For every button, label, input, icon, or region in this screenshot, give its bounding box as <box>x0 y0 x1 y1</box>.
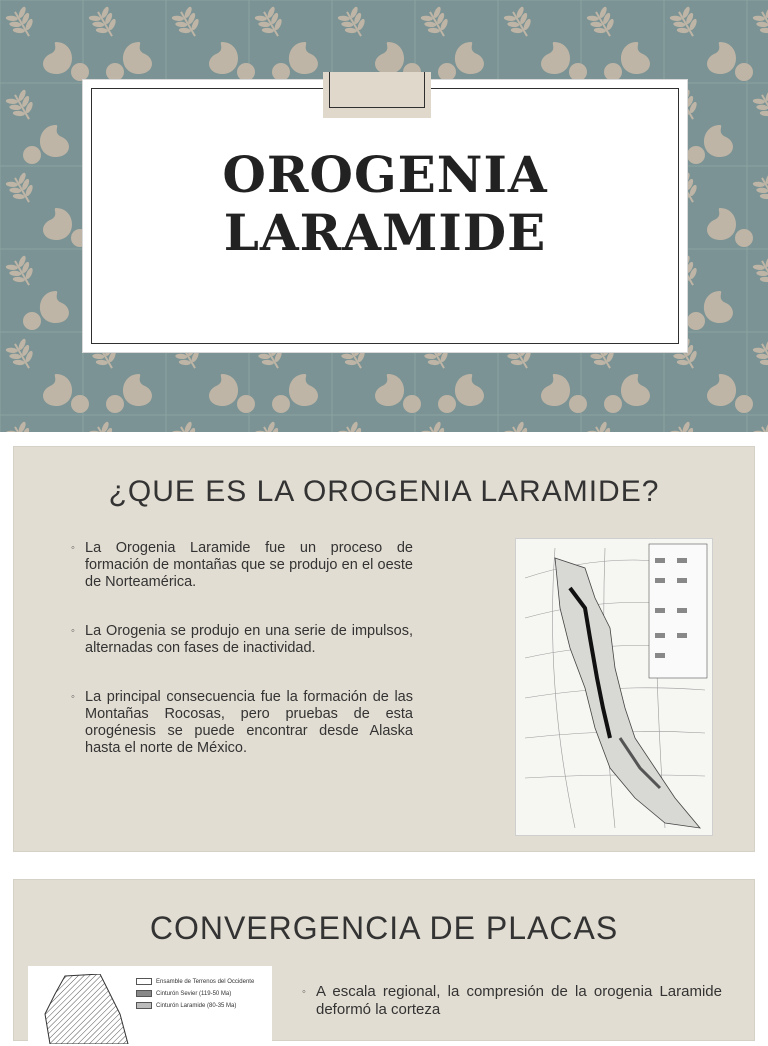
map-image <box>515 538 713 836</box>
slide-heading: CONVERGENCIA DE PLACAS <box>14 910 754 947</box>
convergence-map-image <box>28 966 272 1046</box>
bullet-marker: ◦ <box>71 540 75 557</box>
convergence-slide <box>14 880 754 1040</box>
bullet-marker: ◦ <box>71 623 75 640</box>
intro-slide <box>14 447 754 851</box>
bullet-marker: ◦ <box>302 983 306 1001</box>
slide-title <box>83 146 687 262</box>
bullet-marker: ◦ <box>71 689 75 706</box>
bullet-list <box>71 540 413 789</box>
legend-item: Cinturón Sevier (119-50 Ma) <box>136 990 231 997</box>
title-card-tab <box>323 72 431 118</box>
list-item: ◦ La Orogenia se produjo en una serie de impulsos, alternadas con fases de inactividad. <box>71 623 413 657</box>
list-item: ◦ La principal consecuencia fue la formación de las Montañas Rocosas, pero pruebas de esta orogénesis se puede encontrar desde Alaska hasta el norte de México. <box>71 689 413 757</box>
title-line-1: OROGENIA <box>83 146 687 204</box>
legend-item: Ensamble de Terrenos del Occidente <box>136 978 254 985</box>
list-item: ◦ La Orogenia Laramide fue un proceso de formación de montañas que se produjo en el oeste de Norteamérica. <box>71 540 413 591</box>
title-line-2: LARAMIDE <box>83 204 687 262</box>
title-card <box>83 80 687 352</box>
list-item: ◦ A escala regional, la compresión de la orogenia Laramide deformó la corteza <box>302 983 722 1019</box>
title-slide <box>0 0 768 432</box>
legend-item: Cinturón Laramide (80-35 Ma) <box>136 1002 236 1009</box>
bullet-list <box>302 983 722 1019</box>
slide-heading: ¿QUE ES LA OROGENIA LARAMIDE? <box>14 475 754 509</box>
